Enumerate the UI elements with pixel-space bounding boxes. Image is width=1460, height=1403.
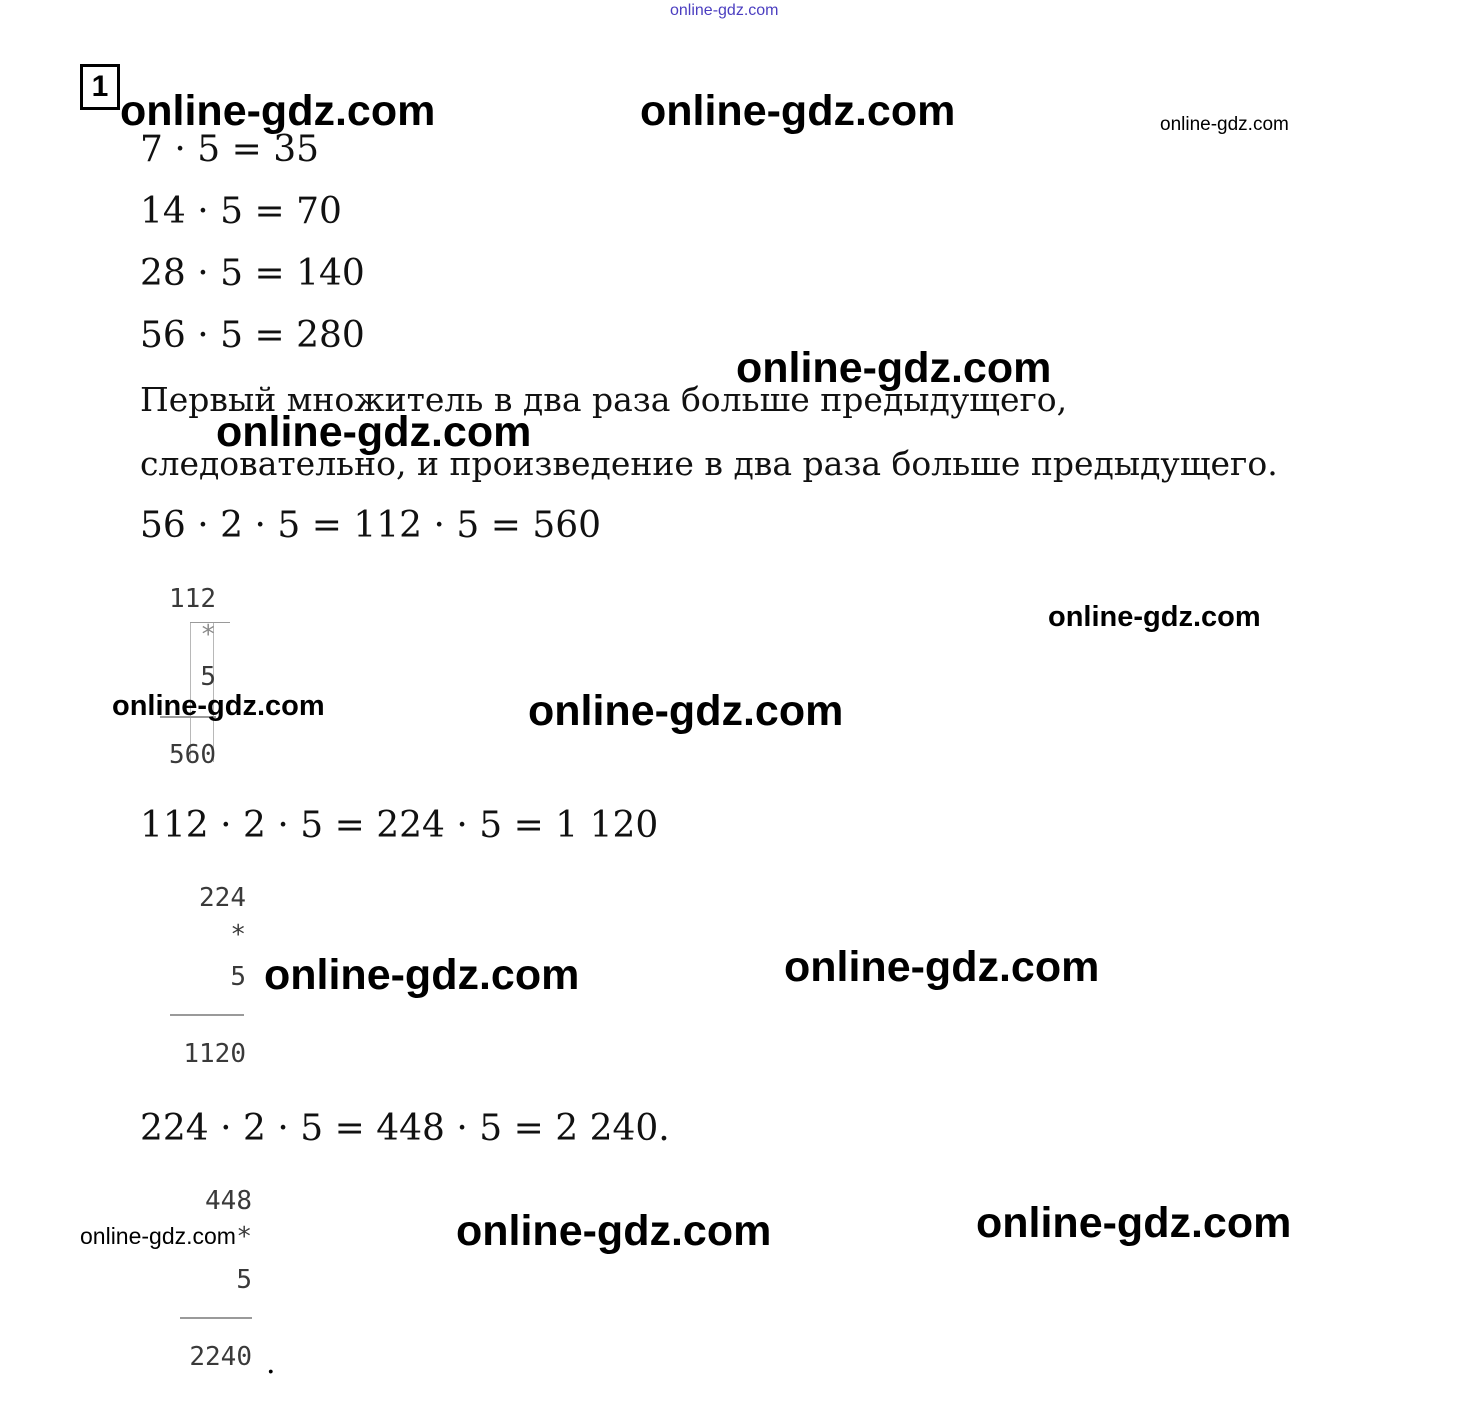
watermark-logo: online-gdz.com: [736, 344, 1052, 392]
column-1-operator: *: [200, 620, 216, 650]
explanation-line-1: Первый множитель в два раза больше предыдущего,: [140, 380, 1068, 419]
watermark-logo: online-gdz.com: [80, 1223, 236, 1249]
equation-28x5: 28 · 5 = 140: [140, 253, 365, 294]
equation-step-3: 224 · 2 · 5 = 448 · 5 = 2 240.: [140, 1108, 670, 1149]
column-3-result: 2240: [189, 1342, 252, 1372]
watermark-logo: online-gdz.com: [528, 687, 844, 735]
equation-7x5: 7 · 5 = 35: [140, 129, 319, 170]
watermark-logo: online-gdz.com: [456, 1207, 772, 1255]
watermark-logo: online-gdz.com: [784, 943, 1100, 991]
column-3-operator: *: [236, 1222, 252, 1252]
column-2-operator: *: [230, 920, 246, 950]
watermark-logo: online-gdz.com: [640, 87, 956, 135]
watermark-logo: online-gdz.com: [976, 1199, 1292, 1247]
watermark-logo: online-gdz.com: [120, 87, 436, 135]
watermark-logo: online-gdz.com: [264, 951, 580, 999]
explanation-line-2: следовательно, и произведение в два раза больше предыдущего.: [140, 444, 1278, 483]
column-3-multiplier: 5: [236, 1265, 252, 1295]
watermark-logo: online-gdz.com: [1160, 114, 1289, 135]
column-3-line: [180, 1317, 252, 1319]
equation-14x5: 14 · 5 = 70: [140, 191, 342, 232]
column-1-multiplier: 5: [200, 662, 216, 692]
column-2-result: 1120: [183, 1039, 246, 1069]
watermark-logo: online-gdz.com: [1048, 601, 1261, 633]
equation-step-2: 112 · 2 · 5 = 224 · 5 = 1 120: [140, 805, 659, 846]
column-2-multiplier: 5: [230, 962, 246, 992]
final-period: .: [266, 1346, 276, 1381]
column-1-top: 112: [169, 584, 216, 614]
top-watermark: online-gdz.com: [670, 2, 779, 19]
equation-step-1: 56 · 2 · 5 = 112 · 5 = 560: [140, 505, 602, 546]
equation-56x5: 56 · 5 = 280: [140, 315, 365, 356]
column-2-top: 224: [199, 883, 246, 913]
watermark-logo: online-gdz.com: [216, 408, 532, 456]
column-2-line: [170, 1014, 244, 1016]
column-3-top: 448: [205, 1186, 252, 1216]
task-number-badge: 1: [80, 64, 120, 110]
watermark-logo: online-gdz.com: [112, 690, 325, 722]
column-1-result: 560: [169, 740, 216, 770]
